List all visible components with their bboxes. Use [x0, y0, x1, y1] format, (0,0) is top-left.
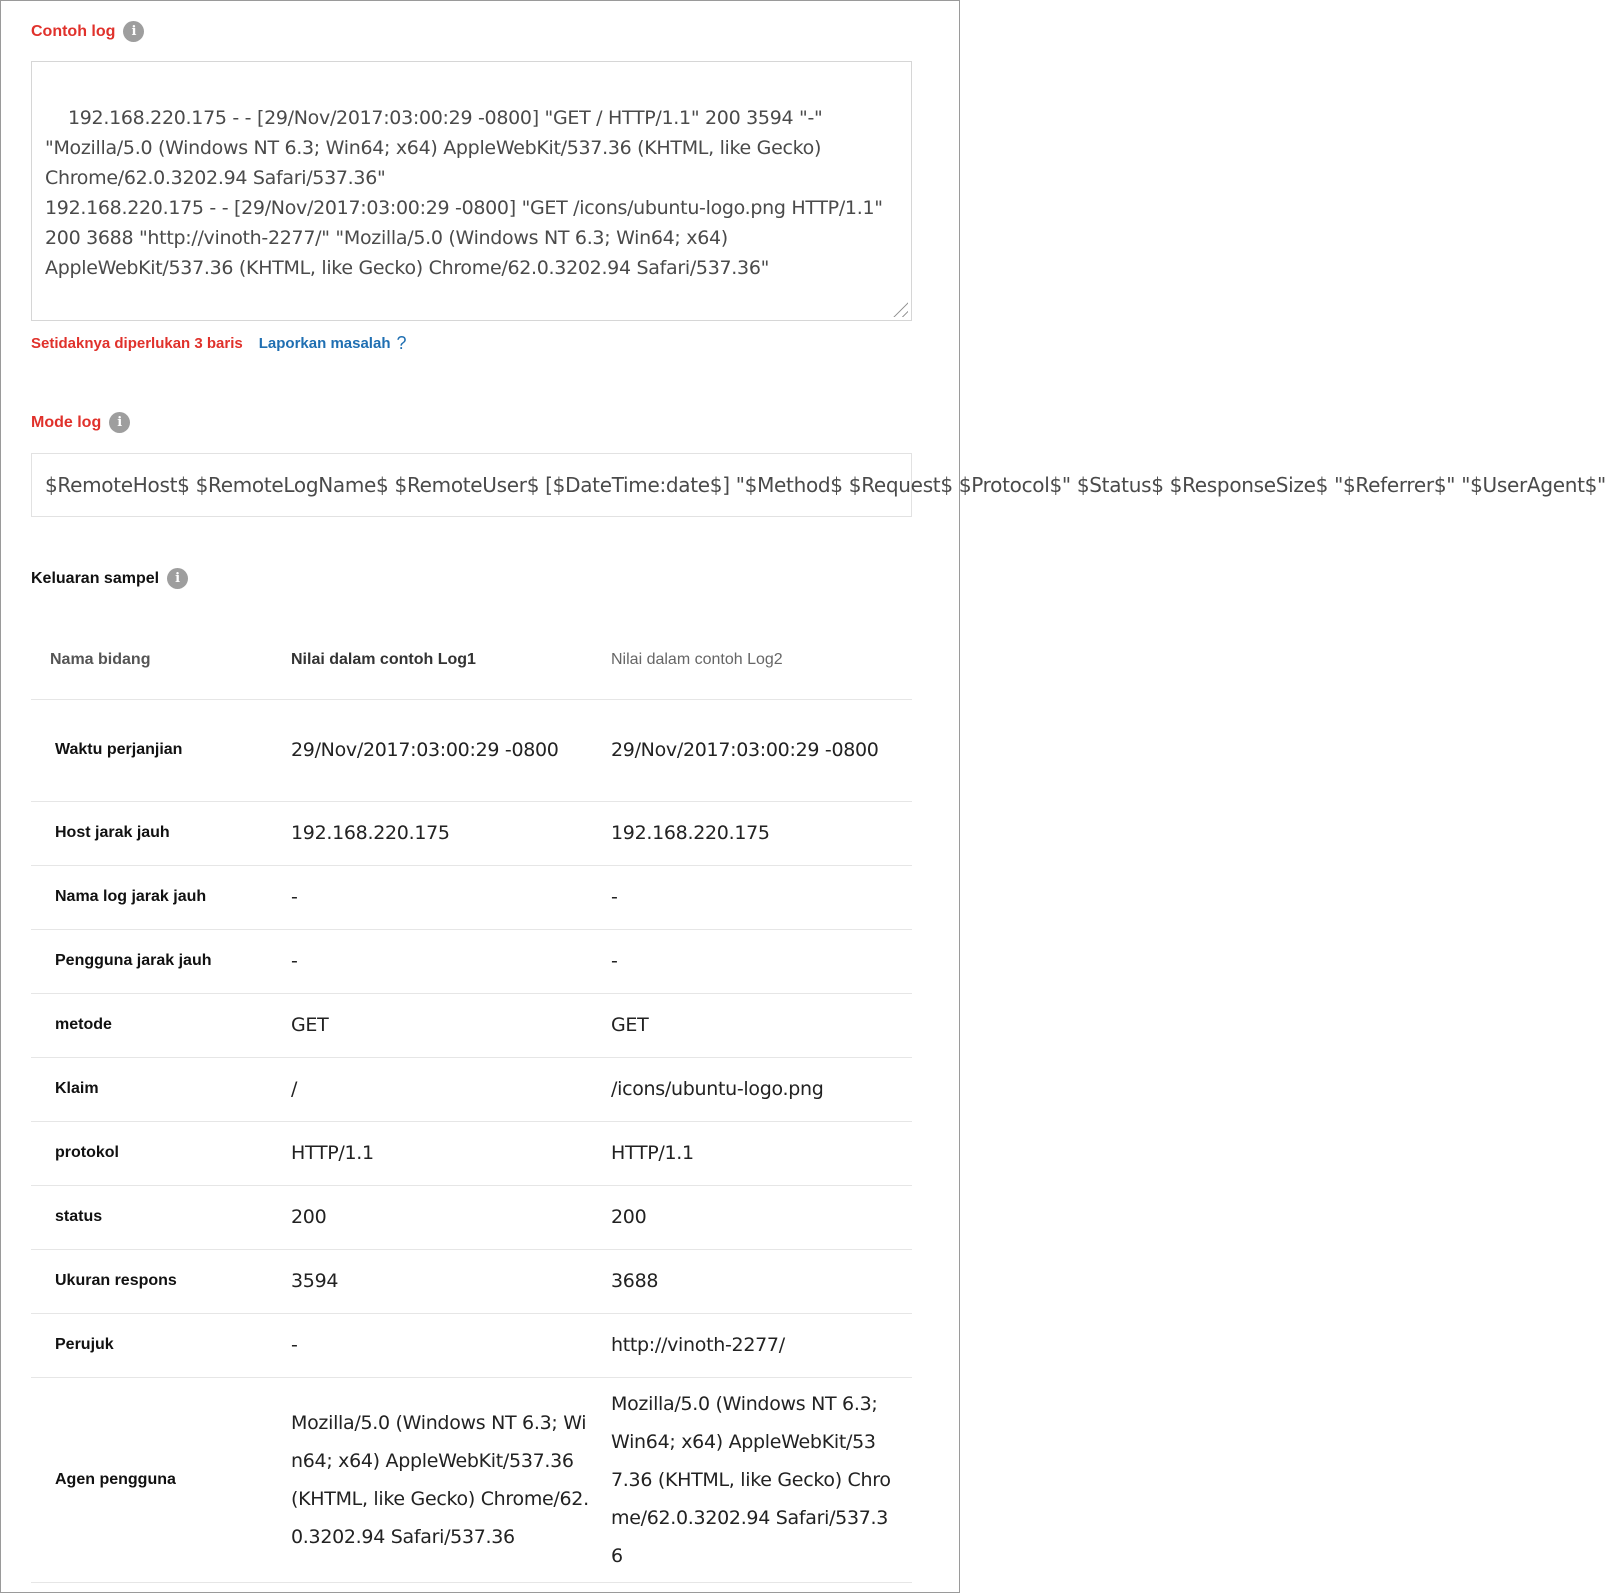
table-header-row [31, 621, 912, 699]
field-name: Klaim [31, 1057, 291, 1121]
info-icon[interactable]: i [167, 568, 188, 589]
sample-log-helper [31, 333, 407, 354]
sample-output-label [31, 568, 188, 589]
field-name: Pengguna jarak jauh [31, 929, 291, 993]
info-icon[interactable]: i [109, 412, 130, 433]
log-mode-value: $RemoteHost$ $RemoteLogName$ $RemoteUser$ [$DateTime:date$] "$Method$ $Request$ $Protocol$" $Status$ $ResponseSize$ "$Referrer$" "$UserAgent$" [45, 473, 1606, 497]
log2-value: GET [611, 993, 912, 1057]
field-name: Nama log jarak jauh [31, 865, 291, 929]
log2-value: 192.168.220.175 [611, 801, 912, 865]
table-row [31, 865, 912, 929]
resize-grip-icon[interactable] [890, 299, 908, 317]
log1-value: Mozilla/5.0 (Windows NT 6.3; Win64; x64) AppleWebKit/537.36 (KHTML, like Gecko) Chrome/62.0.3202.94 Safari/537.36 [291, 1377, 611, 1582]
log1-value: 3594 [291, 1249, 611, 1313]
table-row [31, 1313, 912, 1377]
field-name: Perujuk [31, 1313, 291, 1377]
log2-value: - [611, 929, 912, 993]
field-name: protokol [31, 1121, 291, 1185]
table-row [31, 699, 912, 801]
log2-value: 200 [611, 1185, 912, 1249]
sample-log-text: 192.168.220.175 - - [29/Nov/2017:03:00:29 -0800] "GET / HTTP/1.1" 200 3594 "-" "Mozilla/5.0 (Windows NT 6.3; Win64; x64) AppleWebKit/537.36 (KHTML, like Gecko) Chrome/62.0.3202.94 Safari/537.36" 192.168.220.175 - - [29/Nov/2017:03:00:29 -0800] "GET /icons/ubuntu-logo.png HTTP/1.1" 200 3688 "http://vinoth-2277/" "Mozilla/5.0 (Windows NT 6.3; Win64; x64) AppleWebKit/537.36 (KHTML, like Gecko) Chrome/62.0.3202.94 Safari/537.36" [45, 107, 883, 279]
sample-output-table [31, 621, 912, 1583]
log2-value: http://vinoth-2277/ [611, 1313, 912, 1377]
table-row [31, 1249, 912, 1313]
log1-value: - [291, 1313, 611, 1377]
info-icon[interactable]: i [123, 21, 144, 42]
sample-log-label [31, 21, 144, 42]
field-name: Waktu perjanjian [31, 699, 291, 801]
field-name: Host jarak jauh [31, 801, 291, 865]
sample-log-label-text: Contoh log [31, 22, 116, 40]
log1-value: GET [291, 993, 611, 1057]
log1-value: HTTP/1.1 [291, 1121, 611, 1185]
table-row [31, 929, 912, 993]
log1-value: / [291, 1057, 611, 1121]
column-header-log1: Nilai dalam contoh Log1 [291, 621, 611, 699]
field-name: metode [31, 993, 291, 1057]
field-name: Agen pengguna [31, 1377, 291, 1582]
log2-value: HTTP/1.1 [611, 1121, 912, 1185]
field-name: status [31, 1185, 291, 1249]
log-mode-input[interactable] [31, 453, 1606, 517]
column-header-field-name: Nama bidang [31, 621, 291, 699]
log1-value: 200 [291, 1185, 611, 1249]
log1-value: - [291, 865, 611, 929]
column-header-log2: Nilai dalam contoh Log2 [611, 621, 912, 699]
table-row [31, 1185, 912, 1249]
report-problem-link[interactable]: Laporkan masalah [258, 335, 391, 352]
min-lines-requirement: Setidaknya diperlukan 3 baris [31, 335, 243, 352]
log-mode-label [31, 412, 130, 433]
table-row [31, 993, 912, 1057]
question-mark-icon[interactable]: ? [396, 333, 407, 353]
log2-value: /icons/ubuntu-logo.png [611, 1057, 912, 1121]
log2-value: 29/Nov/2017:03:00:29 -0800 [611, 699, 912, 801]
sample-output-label-text: Keluaran sampel [31, 569, 160, 587]
table-row [31, 801, 912, 865]
log1-value: - [291, 929, 611, 993]
log1-value: 192.168.220.175 [291, 801, 611, 865]
log2-value: 3688 [611, 1249, 912, 1313]
log2-value: Mozilla/5.0 (Windows NT 6.3; Win64; x64) AppleWebKit/537.36 (KHTML, like Gecko) Chrome/62.0.3202.94 Safari/537.36 [611, 1377, 912, 1582]
table-row [31, 1377, 912, 1582]
field-name: Ukuran respons [31, 1249, 291, 1313]
table-row [31, 1057, 912, 1121]
sample-log-textarea[interactable] [31, 61, 912, 321]
log2-value: - [611, 865, 912, 929]
log-mode-label-text: Mode log [31, 413, 102, 431]
table-row [31, 1121, 912, 1185]
log1-value: 29/Nov/2017:03:00:29 -0800 [291, 699, 611, 801]
